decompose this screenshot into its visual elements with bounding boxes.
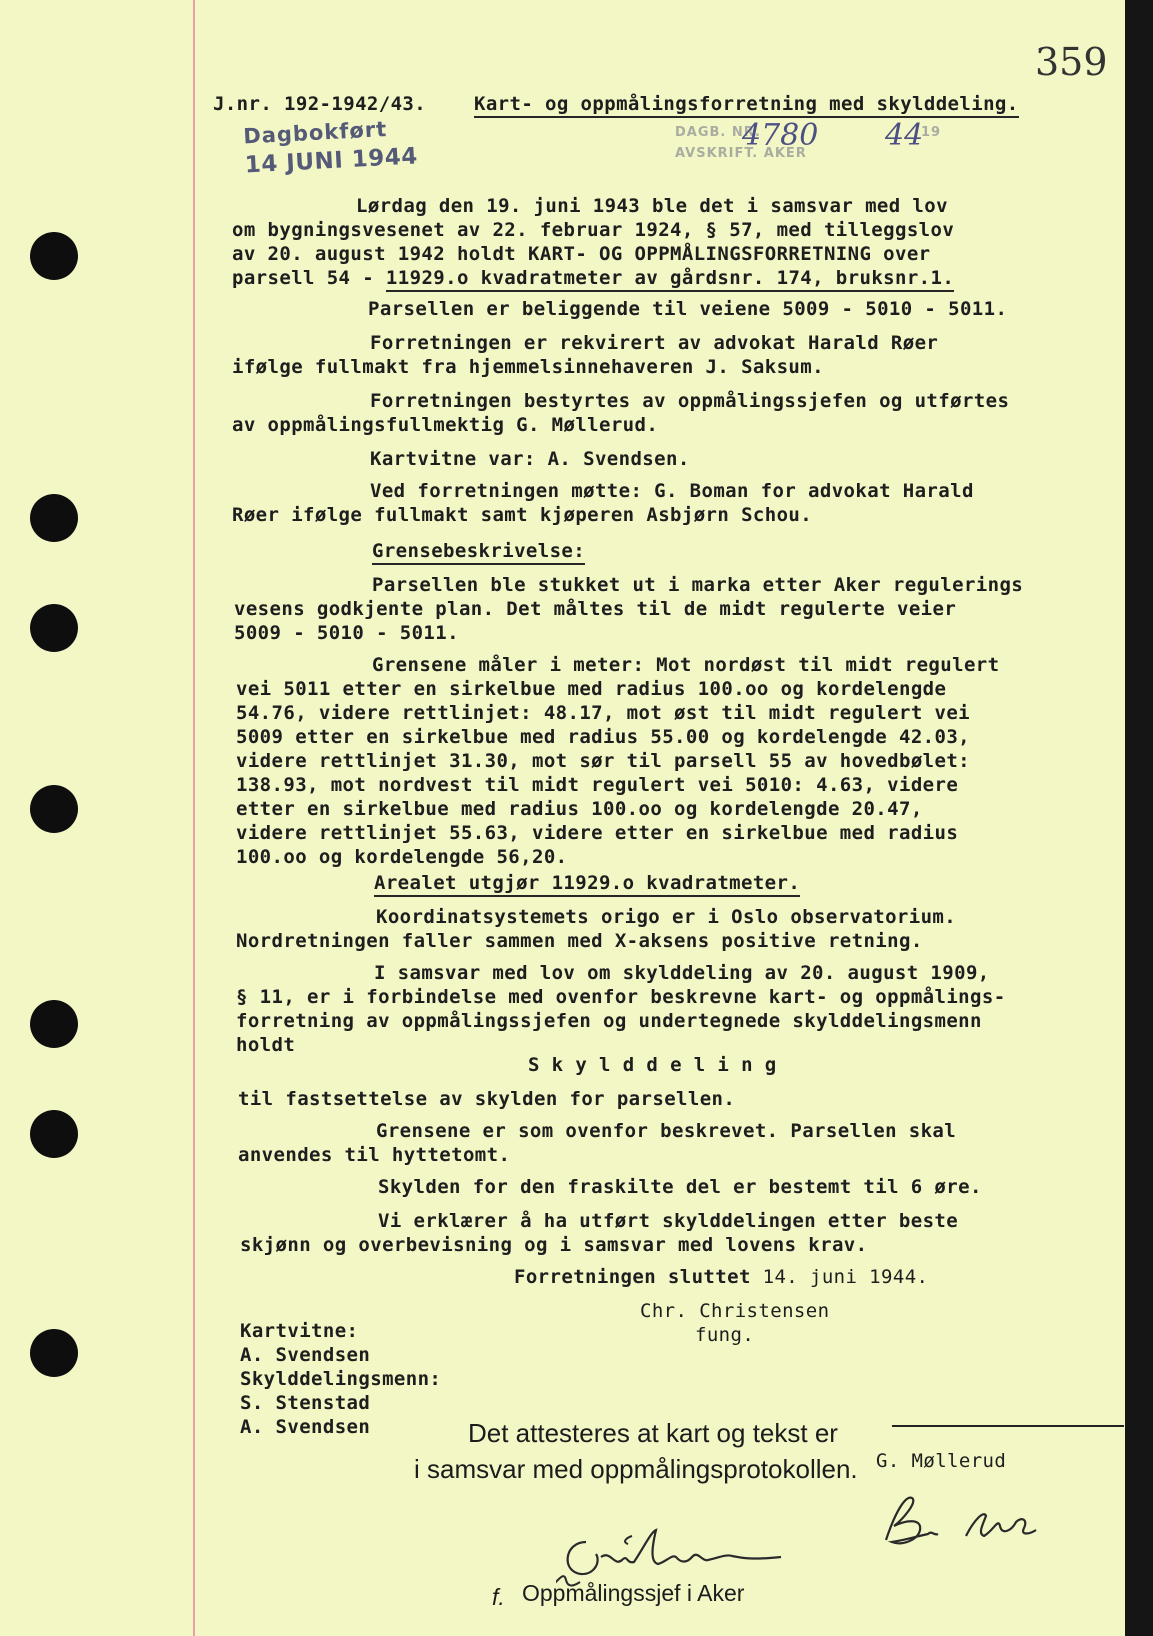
dagb-year-prefix: 19 (920, 125, 942, 140)
body-line: av oppmålingsfullmektig G. Møllerud. (232, 414, 659, 436)
body-line: til fastsettelse av skylden for parsellen. (238, 1088, 736, 1110)
dagbokfort-date: 14 JUNI 1944 (244, 143, 419, 179)
signer-name: Chr. Christensen (640, 1300, 830, 1322)
skylddeling-heading: S k y l d d e l i n g (528, 1054, 777, 1076)
dagb-nr-label: DAGB. NR. (675, 125, 761, 140)
punch-hole (30, 1000, 78, 1048)
dagb-nr-value: 4780 (742, 118, 819, 153)
body-line: 5009 etter en sirkelbue med radius 55.00 og kordelengde 42.03, (236, 726, 971, 748)
area-statement: Arealet utgjør 11929.o kvadratmeter. (374, 872, 800, 897)
body-line: skjønn og overbevisning og i samsvar med lovens krav. (240, 1234, 868, 1256)
body-line: ifølge fullmakt fra hjemmelsinnehaveren J. Saksum. (232, 356, 824, 378)
body-line-start: parsell 54 - (232, 267, 386, 289)
body-line: vesens godkjente plan. Det måltes til de midt regulerte veier (234, 598, 957, 620)
kartvitne-name: A. Svendsen (240, 1344, 371, 1366)
dagbokfort-stamp (243, 116, 419, 179)
office-title: Oppmålingssjef i Aker (522, 1580, 745, 1606)
punch-hole (30, 604, 78, 652)
body-line: videre rettlinjet 55.63, videre etter en sirkelbue med radius (236, 822, 959, 844)
signature-line (892, 1425, 1124, 1427)
body-line: Forretningen bestyrtes av oppmålingssjefen og utførtes (370, 390, 1010, 412)
body-line: anvendes til hyttetomt. (238, 1144, 511, 1166)
handwritten-signature-christensen (556, 1502, 816, 1592)
body-line: vei 5011 etter en sirkelbue med radius 100.oo og kordelengde (236, 678, 947, 700)
journal-number: J.nr. 192-1942/43. (213, 93, 427, 115)
body-line: 5009 - 5010 - 5011. (234, 622, 459, 644)
punch-hole (30, 785, 78, 833)
attest-line-1: Det attesteres at kart og tekst er (468, 1418, 838, 1448)
body-line: Kartvitne var: A. Svendsen. (370, 448, 690, 470)
body-line: holdt (236, 1034, 296, 1056)
avskrift-label: AVSKRIFT. AKER (675, 146, 807, 161)
body-line (232, 267, 954, 289)
body-line: 138.93, mot nordvest til midt regulert vei 5010: 4.63, videre (236, 774, 959, 796)
signer-title: fung. (695, 1324, 755, 1346)
body-line: om bygningsvesenet av 22. februar 1924, § 57, med tilleggslov (232, 219, 955, 241)
punch-hole (30, 1110, 78, 1158)
handwritten-signature-right (866, 1490, 1066, 1560)
body-line: Vi erklærer å ha utført skylddelingen etter beste (378, 1210, 959, 1232)
body-line: av 20. august 1942 holdt KART- OG OPPMÅLINGSFORRETNING over (232, 243, 931, 265)
body-line: Parsellen ble stukket ut i marka etter Aker regulerings (372, 574, 1024, 596)
body-line: Skylden for den fraskilte del er bestemt til 6 øre. (378, 1176, 982, 1198)
body-line: Lørdag den 19. juni 1943 ble det i samsvar med lov (356, 195, 948, 217)
body-line: Røer ifølge fullmakt samt kjøperen Asbjørn Schou. (232, 504, 813, 526)
grensebeskrivelse-heading: Grensebeskrivelse: (372, 540, 585, 565)
punch-hole (30, 232, 78, 280)
dagb-year-value: 44 (885, 118, 924, 153)
body-line: 100.oo og kordelengde 56,20. (236, 846, 568, 868)
dagbokfort-label: Dagbokført (242, 117, 388, 149)
skylddelingsmenn-label: Skylddelingsmenn: (240, 1368, 442, 1390)
body-line: Grensene måler i meter: Mot nordøst til midt regulert (372, 654, 1000, 676)
page-number: 359 (1035, 40, 1108, 84)
body-line: Nordretningen faller sammen med X-aksens positive retning. (236, 930, 923, 952)
body-line: Parsellen er beliggende til veiene 5009 - 5010 - 5011. (368, 298, 1008, 320)
body-line: 54.76, videre rettlinjet: 48.17, mot øst til midt regulert vei (236, 702, 971, 724)
moellerud-name: G. Møllerud (876, 1450, 1007, 1472)
handwritten-prefix: f. (492, 1584, 505, 1610)
closing-date: 14. juni 1944. (762, 1266, 929, 1288)
attest-line-2: i samsvar med oppmålingsprotokollen. (414, 1454, 858, 1484)
parcel-area-text: 11929.o kvadratmeter av gårdsnr. 174, bruksnr.1. (386, 267, 954, 292)
body-line: Forretningen er rekvirert av advokat Harald Røer (370, 332, 939, 354)
body-line: etter en sirkelbue med radius 100.oo og kordelengde 20.47, (236, 798, 923, 820)
punch-hole (30, 1329, 78, 1377)
margin-rule (193, 0, 195, 1636)
body-line: videre rettlinjet 31.30, mot sør til parsell 55 av hovedbølet: (236, 750, 971, 772)
body-line: Ved forretningen møtte: G. Boman for advokat Harald (370, 480, 974, 502)
document-title: Kart- og oppmålingsforretning med skylddeling. (474, 93, 1019, 118)
body-line: Koordinatsystemets origo er i Oslo observatorium. (376, 906, 957, 928)
kartvitne-label: Kartvitne: (240, 1320, 359, 1342)
skylddelingsmann-name: A. Svendsen (240, 1416, 371, 1438)
body-line: Grensene er som ovenfor beskrevet. Parsellen skal (376, 1120, 957, 1142)
body-line: forretning av oppmålingssjefen og undertegnede skylddelingsmenn (236, 1010, 982, 1032)
body-line: I samsvar med lov om skylddeling av 20. august 1909, (374, 962, 990, 984)
closing-label: Forretningen sluttet (514, 1266, 751, 1288)
closing-line (514, 1266, 928, 1288)
skylddelingsmann-name: S. Stenstad (240, 1392, 371, 1414)
body-line: § 11, er i forbindelse med ovenfor beskrevne kart- og oppmålings- (236, 986, 1006, 1008)
punch-hole (30, 494, 78, 542)
